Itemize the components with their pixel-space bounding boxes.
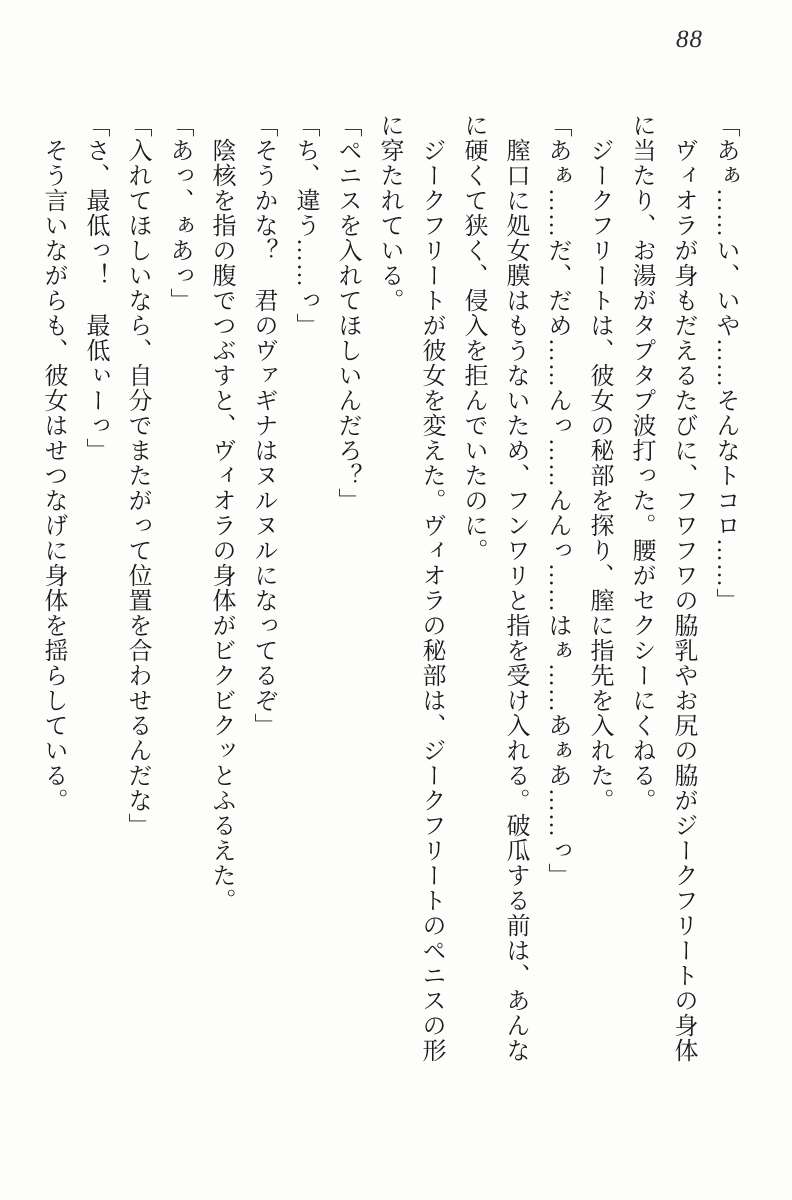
text-line: 「あぁ……い、いや……そんなトコロ……」 xyxy=(712,113,738,613)
page-number: 88 xyxy=(676,26,703,53)
text-line: 「ち、違う……っ」 xyxy=(292,113,318,338)
text-line: に硬くて狭く、侵入を拒んでいたのに。 xyxy=(460,113,486,563)
text-line: ジークフリートは、彼女の秘部を探り、膣に指先を入れた。 xyxy=(586,138,612,813)
text-line: に穿たれている。 xyxy=(376,113,402,313)
text-line: 「そうかな？ 君のヴァギナはヌルヌルになってるぞ」 xyxy=(250,113,276,738)
text-line: 「あぁ……だ、だめ……んっ……んんっ……はぁ……あぁあ……っ」 xyxy=(544,113,570,888)
vertical-text-block xyxy=(32,113,746,1073)
text-line: そう言いながらも、彼女はせつなげに身体を揺らしている。 xyxy=(40,138,66,813)
text-line: 「あっ、ぁあっ」 xyxy=(166,113,192,313)
text-line: ジークフリートが彼女を変えた。ヴィオラの秘部は、ジークフリートのペニスの形 xyxy=(418,138,444,1063)
text-line: 「入れてほしいなら、自分でまたがって位置を合わせるんだな」 xyxy=(124,113,150,838)
text-line: 「ペニスを入れてほしいんだろ？」 xyxy=(334,113,360,513)
text-line: ヴィオラが身もだえるたびに、フワフワの脇乳やお尻の脇がジークフリートの身体 xyxy=(670,138,696,1063)
text-line: 膣口に処女膜はもうないため、フンワリと指を受け入れる。破瓜する前は、あんな xyxy=(502,138,528,1063)
text-line: 陰核を指の腹でつぶすと、ヴィオラの身体がビクビクッとふるえた。 xyxy=(208,138,234,913)
text-line: に当たり、お湯がタプタプ波打った。腰がセクシーにくねる。 xyxy=(628,113,654,813)
text-line: 「さ、最低っ！ 最低ぃーっ」 xyxy=(82,113,108,463)
